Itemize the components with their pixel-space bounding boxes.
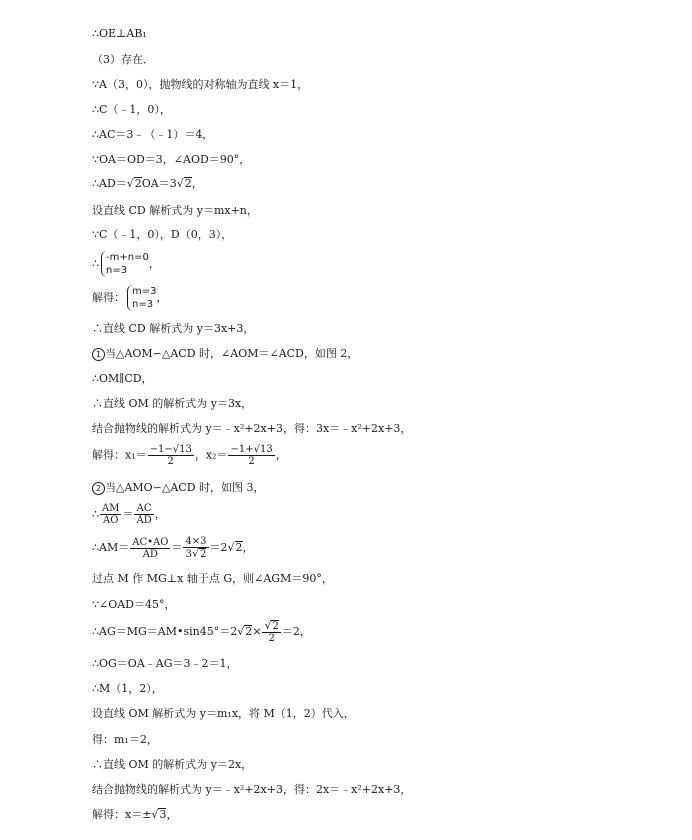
coefficient: 3 xyxy=(185,549,192,560)
text-line-30 xyxy=(92,808,177,822)
fraction xyxy=(100,503,121,526)
circled-number: 1 xyxy=(92,348,105,361)
radicand: 2 xyxy=(184,177,192,190)
text-segment: × xyxy=(252,625,262,638)
radicand: 2 xyxy=(272,621,279,632)
text-segment: ∴AM＝ xyxy=(92,541,130,554)
radical-sign: √ xyxy=(176,177,184,190)
text-segment: 当△AOM∽△ACD 时，∠AOM＝∠ACD，如图 2， xyxy=(105,347,359,360)
fraction xyxy=(130,537,170,560)
text-line-6: ∵OA＝OD＝3，∠AOD＝90°， xyxy=(92,153,251,166)
fraction xyxy=(134,503,153,526)
numerator: AC xyxy=(134,503,153,515)
text-line-3: ∵A（3，0），抛物线的对称轴为直线 x＝1， xyxy=(92,78,309,91)
text-segment: ＝ xyxy=(171,541,183,554)
denominator: AD xyxy=(142,548,158,560)
text-segment: ∴AD＝ xyxy=(92,177,127,190)
text-line-16: 结合抛物线的解析式为 y＝﹣x²+2x+3，得：3x＝﹣x²+2x+3， xyxy=(92,422,412,435)
text-segment: 当△AMO∽△ACD 时，如图 3， xyxy=(105,481,265,494)
text-line-15: ∴直线 OM 的解析式为 y＝3x， xyxy=(92,397,253,410)
numerator: AM xyxy=(102,503,120,514)
radicand: 2 xyxy=(245,625,253,638)
text-line-28: ∴直线 OM 的解析式为 y＝2x， xyxy=(92,758,253,771)
text-segment: ， xyxy=(191,177,203,190)
text-line-23 xyxy=(92,620,311,644)
text-line-4: ∴C（﹣1，0）， xyxy=(92,103,171,116)
denominator: 2 xyxy=(248,456,255,467)
text-segment: ＝2 xyxy=(209,541,228,554)
text-segment: ， xyxy=(166,808,178,821)
text-segment: ∴ xyxy=(92,257,99,270)
text-line-1: ∴OE⊥AB₁ xyxy=(92,27,147,40)
radical-sign: √ xyxy=(151,808,159,821)
text-segment: ，x₂＝ xyxy=(194,448,228,462)
text-segment: ∴ xyxy=(92,507,99,521)
fraction xyxy=(228,444,274,467)
radical-sign: √ xyxy=(191,547,199,560)
text-line-29: 结合抛物线的解析式为 y＝﹣x²+2x+3，得：2x＝﹣x²+2x+3， xyxy=(92,783,412,796)
text-line-21: 过点 M 作 MG⊥x 轴于点 G，则∠AGM＝90°， xyxy=(92,572,333,585)
equation-row: m=3 xyxy=(132,286,157,297)
text-line-26: 设直线 OM 解析式为 y＝m₁x，将 M（1，2）代入， xyxy=(92,707,355,720)
fraction xyxy=(183,536,208,560)
text-line-11 xyxy=(92,285,167,311)
equation-row: n=3 xyxy=(132,299,154,310)
text-line-18 xyxy=(92,481,265,495)
denominator xyxy=(183,548,208,560)
numerator: 4×3 xyxy=(185,536,207,547)
radicand: 2 xyxy=(199,549,207,560)
radical-sign: √ xyxy=(237,625,245,638)
denominator: 2 xyxy=(268,633,275,644)
numerator: AC•AO xyxy=(132,536,169,548)
text-line-17 xyxy=(92,444,287,467)
radical-sign: √ xyxy=(126,177,134,190)
text-segment: ， xyxy=(148,257,160,270)
text-line-25: ∴M（1，2）， xyxy=(92,682,163,695)
denominator: AO xyxy=(103,515,119,526)
text-line-9: ∵C（﹣1，0），D（0，3）， xyxy=(92,228,233,241)
radical-sign: √ xyxy=(264,619,272,632)
text-segment: 解得：x＝± xyxy=(92,808,152,821)
text-line-13 xyxy=(92,347,358,361)
equation-system xyxy=(101,251,149,277)
fraction xyxy=(148,444,194,467)
denominator: 2 xyxy=(167,456,174,467)
text-segment: ， xyxy=(156,291,168,304)
numerator xyxy=(262,620,280,633)
text-segment: 解得：x₁＝ xyxy=(92,448,147,462)
text-segment: 解得： xyxy=(92,291,125,304)
text-segment: ∴AG＝MG＝AM•sin45°＝2 xyxy=(92,625,238,638)
text-line-7 xyxy=(92,177,203,191)
text-line-10 xyxy=(92,251,160,277)
radical-sign: √ xyxy=(227,541,235,554)
fraction xyxy=(262,620,280,644)
text-segment: OA＝3 xyxy=(141,177,177,190)
text-segment: ， xyxy=(275,448,287,462)
text-line-24: ∴OG＝OA﹣AG＝3﹣2＝1， xyxy=(92,657,238,670)
text-line-22: ∵∠OAD＝45°， xyxy=(92,598,176,611)
text-line-19 xyxy=(92,503,166,526)
text-line-2: （3）存在． xyxy=(92,53,154,66)
text-line-27: 得：m₁＝2， xyxy=(92,733,158,746)
equation-row: n=3 xyxy=(106,265,128,276)
numerator: −1−√13 xyxy=(149,444,192,455)
text-segment: ， xyxy=(154,507,166,521)
text-line-14: ∴OM∥CD， xyxy=(92,372,153,385)
numerator: −1+√13 xyxy=(230,444,273,455)
text-segment: ＝ xyxy=(122,507,134,521)
text-line-20 xyxy=(92,536,254,560)
text-line-8: 设直线 CD 解析式为 y＝mx+n， xyxy=(92,204,258,217)
text-segment: ＝2， xyxy=(281,625,311,638)
radicand: 2 xyxy=(134,177,142,190)
denominator: AD xyxy=(136,515,152,526)
text-line-12: ∴直线 CD 解析式为 y＝3x+3， xyxy=(92,322,255,335)
radicand: 2 xyxy=(235,541,243,554)
text-segment: ， xyxy=(242,541,254,554)
equation-row: -m+n=0 xyxy=(106,252,149,263)
circled-number: 2 xyxy=(92,482,105,495)
radicand: 3 xyxy=(159,808,167,821)
equation-system xyxy=(127,285,156,311)
text-line-5: ∴AC＝3﹣（﹣1）＝4， xyxy=(92,128,214,141)
